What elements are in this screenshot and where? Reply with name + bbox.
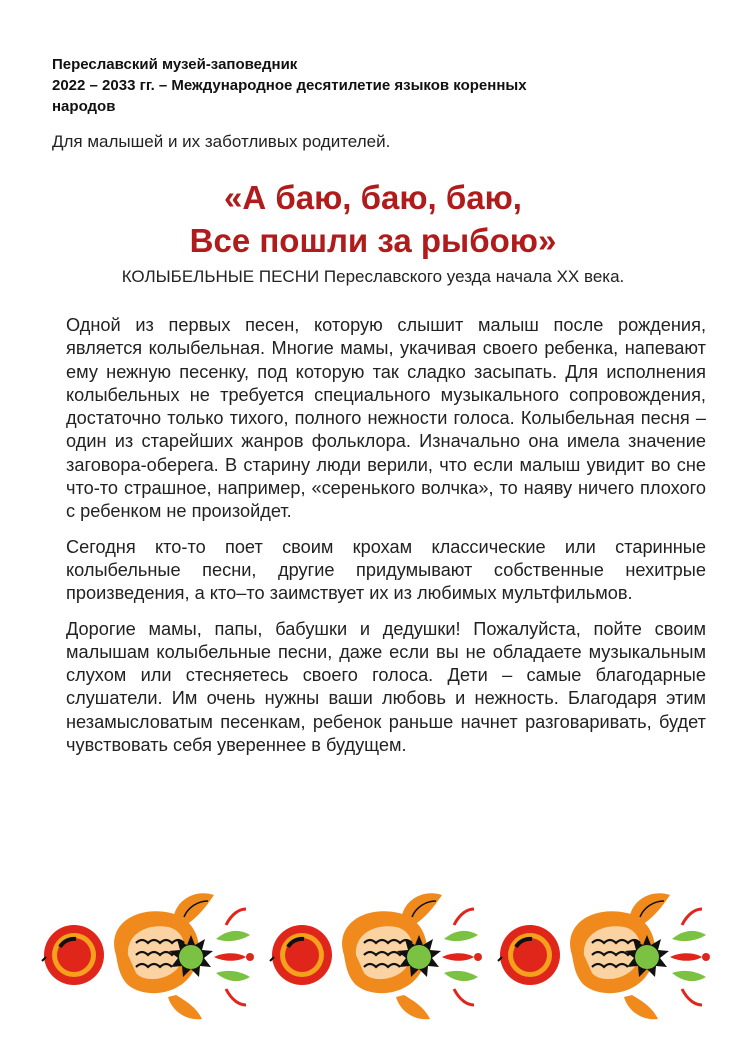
audience-subtitle: Для малышей и их заботливых родителей. <box>52 132 391 151</box>
paragraph-1: Одной из первых песен, которую слышит малыш после рождения, является колыбельная. Многие мамы, укачивая своего ребенка, напевают ему нежную песенку, под которую так сладко засыпать. Для исполнения колыбельных не требуется специального музыкального сопровождения, достаточно только тихого, полного нежности голоса. Колыбельная песня – один из старейших жанров фольклора. Изначально она имела значение заговора-оберега. В старину люди верили, что если малыш увидит во сне что-то страшное, например, «серенького волчка», то наяву ничего плохого с ребенком не произойдет. <box>66 315 706 522</box>
title-line-2: Все пошли за рыбою» <box>189 222 557 259</box>
title-caption: КОЛЫБЕЛЬНЫЕ ПЕСНИ Переславского уезда начала XX века. <box>121 267 625 286</box>
title-line-1: «А баю, баю, баю, <box>224 179 522 216</box>
header <box>52 54 692 117</box>
paragraph-2: Сегодня кто-то поет своим крохам классические или старинные колыбельные песни, другие придумывают собственные нехитрые произведения, а кто–то заимствует их из любимых мультфильмов. <box>66 536 706 604</box>
floral-ornament-icon <box>36 885 716 1035</box>
paragraph-3: Дорогие мамы, папы, бабушки и дедушки! Пожалуйста, пойте своим малышам колыбельные песни, даже если вы не обладаете музыкальным слухом или стесняетесь своего голоса. Дети – самые благодарные слушатели. Им очень нужны ваши любовь и нежность. Благодаря этим незамысловатым песенкам, ребенок раньше начнет разговаривать, будет чувствовать себя увереннее в будущем. <box>66 618 706 756</box>
decade-line-1: 2022 – 2033 гг. – Международное десятилетие языков коренных <box>52 77 527 94</box>
article-body <box>66 314 706 769</box>
decade-line-2: народов <box>52 98 116 115</box>
museum-name: Переславский музей-заповедник <box>52 56 298 73</box>
page-title <box>0 176 746 262</box>
